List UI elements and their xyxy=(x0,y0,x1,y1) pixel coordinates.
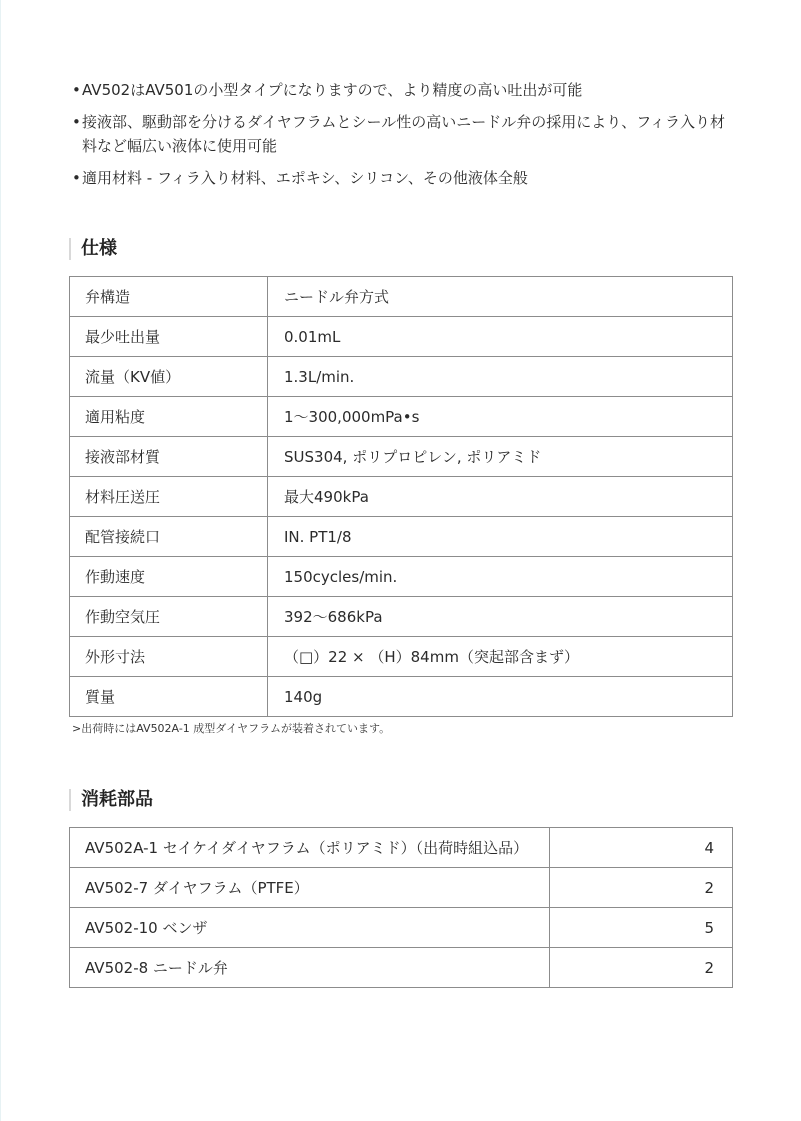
table-row xyxy=(70,277,733,317)
spec-label: 弁構造 xyxy=(70,277,268,317)
spec-label: 配管接続口 xyxy=(70,517,268,557)
spec-value: 392〜686kPa xyxy=(268,597,733,637)
parts-table xyxy=(69,827,733,988)
spec-label: 適用粘度 xyxy=(70,397,268,437)
part-name: AV502-7 ダイヤフラム（PTFE） xyxy=(70,868,550,908)
part-name: AV502A-1 セイケイダイヤフラム（ポリアミド）（出荷時組込品） xyxy=(70,828,550,868)
spec-value: 1〜300,000mPa•s xyxy=(268,397,733,437)
feature-item xyxy=(72,78,732,102)
spec-label: 質量 xyxy=(70,677,268,717)
table-row xyxy=(70,677,733,717)
spec-value: 0.01mL xyxy=(268,317,733,357)
part-quantity: 2 xyxy=(550,868,733,908)
spec-value: 150cycles/min. xyxy=(268,557,733,597)
bullet-marker: • xyxy=(72,81,81,99)
page-edge xyxy=(0,0,1,1121)
feature-list xyxy=(72,78,732,198)
table-row xyxy=(70,437,733,477)
table-row xyxy=(70,517,733,557)
part-name: AV502-10 ベンザ xyxy=(70,908,550,948)
table-row xyxy=(70,948,733,988)
spec-label: 作動速度 xyxy=(70,557,268,597)
part-quantity: 4 xyxy=(550,828,733,868)
bullet-marker: • xyxy=(72,113,81,131)
table-row xyxy=(70,397,733,437)
spec-label: 外形寸法 xyxy=(70,637,268,677)
spec-label: 最少吐出量 xyxy=(70,317,268,357)
spec-value: 140g xyxy=(268,677,733,717)
table-row xyxy=(70,597,733,637)
spec-label: 材料圧送圧 xyxy=(70,477,268,517)
table-row xyxy=(70,908,733,948)
feature-text: 接液部、駆動部を分けるダイヤフラムとシール性の高いニードル弁の採用により、フィラ入り材料など幅広い液体に使用可能 xyxy=(82,113,726,155)
feature-text: 適用材料 - フィラ入り材料、エポキシ、シリコン、その他液体全般 xyxy=(82,169,528,187)
part-quantity: 2 xyxy=(550,948,733,988)
table-row xyxy=(70,357,733,397)
spec-value: ニードル弁方式 xyxy=(268,277,733,317)
spec-table xyxy=(69,276,733,717)
table-row xyxy=(70,477,733,517)
spec-value: 最大490kPa xyxy=(268,477,733,517)
feature-item xyxy=(72,166,732,190)
table-row xyxy=(70,868,733,908)
spec-section-title: 仕様 xyxy=(69,238,117,260)
part-quantity: 5 xyxy=(550,908,733,948)
spec-label: 接液部材質 xyxy=(70,437,268,477)
parts-section-title: 消耗部品 xyxy=(69,789,153,811)
table-row xyxy=(70,557,733,597)
part-name: AV502-8 ニードル弁 xyxy=(70,948,550,988)
spec-label: 作動空気圧 xyxy=(70,597,268,637)
table-row xyxy=(70,828,733,868)
spec-value: SUS304, ポリプロピレン, ポリアミド xyxy=(268,437,733,477)
table-row xyxy=(70,317,733,357)
spec-label: 流量（KV値） xyxy=(70,357,268,397)
feature-item xyxy=(72,110,732,158)
table-row xyxy=(70,637,733,677)
spec-value: 1.3L/min. xyxy=(268,357,733,397)
feature-text: AV502はAV501の小型タイプになりますので、より精度の高い吐出が可能 xyxy=(82,81,583,99)
spec-value: （□）22 × （H）84mm（突起部含まず） xyxy=(268,637,733,677)
bullet-marker: • xyxy=(72,169,81,187)
spec-value: IN. PT1/8 xyxy=(268,517,733,557)
spec-note: >出荷時にはAV502A-1 成型ダイヤフラムが装着されています。 xyxy=(72,722,391,735)
